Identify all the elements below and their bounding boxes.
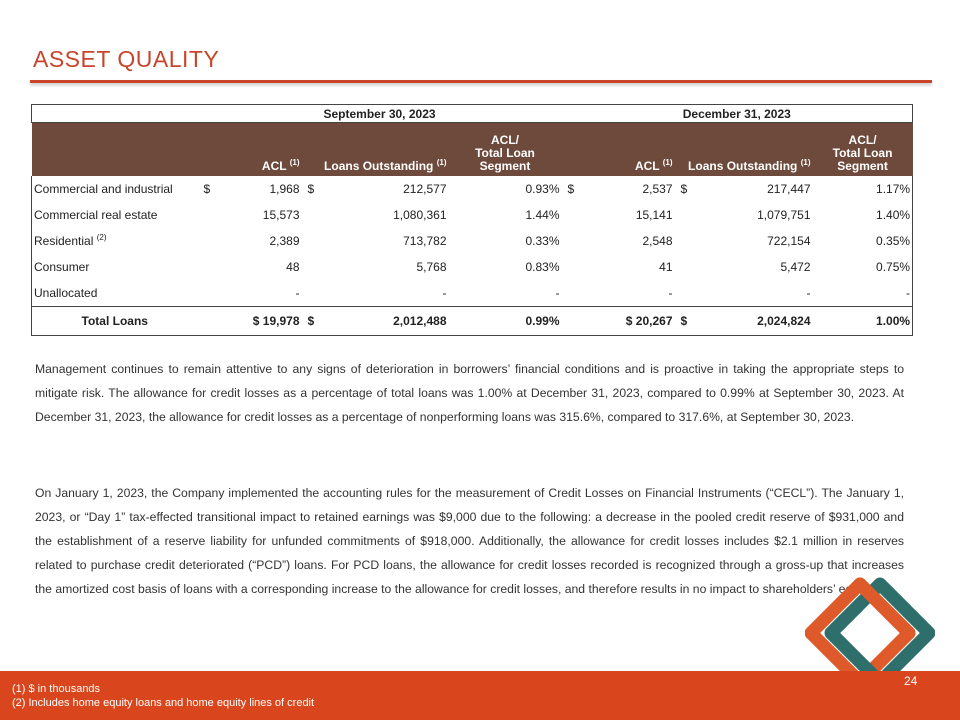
cell-pct-sep: 0.83% bbox=[525, 260, 560, 274]
dollar-sign: $ bbox=[567, 182, 575, 196]
cell-acl-sep: 2,389 bbox=[269, 234, 300, 248]
row-label-text: Commercial and industrial bbox=[34, 182, 173, 196]
total-acl-dec: $ 20,267 bbox=[562, 307, 675, 336]
period-corner bbox=[32, 105, 198, 123]
period-label-dec: December 31, 2023 bbox=[562, 105, 913, 123]
cell-loans-dec: 5,472 bbox=[780, 260, 811, 274]
header-loans-text: Loans Outstanding bbox=[324, 159, 434, 173]
cell-value: 2,537 bbox=[642, 182, 673, 196]
header-blank bbox=[32, 123, 198, 177]
cecl-paragraph: On January 1, 2023, the Company implemented the accounting rules for the measurement of Credit Losses on Financial Instruments (“CECL”). The January 1, 2023, or “Day 1” tax-effected transitional impact to retained earnings was $9,000 due to the following: a decrease in the pooled credit reserve of $931,000 and the establishment of a reserve liability for unfunded commitments of $918,000. Additionally, the allowance for credit losses includes $2.1 million in reserves related to purchase credit deteriorated (“PCD”) loans. For PCD loans, the allowance for credit losses recorded is recognized through a gross-up that increases the amortized cost basis of loans with a corresponding increase to the allowance for credit losses, and therefore results in no impact to shareholders’ equity. bbox=[35, 486, 904, 596]
footnote-ref: (1) bbox=[289, 158, 300, 167]
total-row bbox=[32, 307, 913, 336]
cell-loans-sep: 1,080,361 bbox=[393, 208, 447, 222]
cell-acl-sep: - bbox=[295, 286, 300, 300]
header-ratio-line1: ACL/ bbox=[491, 133, 519, 147]
row-label-text: Consumer bbox=[34, 260, 90, 274]
cell-loans-sep: - bbox=[442, 286, 447, 300]
cell-acl-dec bbox=[562, 176, 675, 202]
header-loans-dec bbox=[675, 123, 813, 177]
header-ratio-line2: Total Loan bbox=[475, 146, 535, 160]
cell-acl-sep: 48 bbox=[286, 260, 300, 274]
row-label bbox=[32, 228, 198, 254]
total-label: Total Loans bbox=[32, 307, 198, 336]
header-ratio-line3: Segment bbox=[479, 159, 531, 173]
table-row bbox=[32, 228, 913, 254]
row-label bbox=[32, 254, 198, 280]
cell-pct-dec: 1.40% bbox=[813, 202, 913, 228]
cell-pct-dec: 0.35% bbox=[813, 228, 913, 254]
cell-loans-dec: 1,079,751 bbox=[757, 208, 811, 222]
header-ratio-line1: ACL/ bbox=[848, 133, 877, 147]
table-row bbox=[32, 254, 913, 280]
dollar-sign: $ bbox=[307, 182, 315, 196]
dollar-sign: $ bbox=[680, 182, 688, 196]
header-ratio-line2: Total Loan bbox=[832, 146, 893, 160]
row-label bbox=[32, 202, 198, 228]
cell-pct-sep: 1.44% bbox=[525, 208, 560, 222]
cell-acl-sep bbox=[198, 176, 302, 202]
table-row bbox=[32, 280, 913, 307]
cell-pct-sep: 0.33% bbox=[525, 234, 560, 248]
cell-acl-dec: - bbox=[668, 286, 673, 300]
cell-pct-dec: 1.17% bbox=[813, 176, 913, 202]
header-ratio-dec bbox=[813, 123, 913, 177]
cell-pct-sep: 0.93% bbox=[525, 182, 560, 196]
table-row bbox=[32, 176, 913, 202]
footnote-1: (1) $ in thousands bbox=[12, 683, 101, 695]
footnote-ref: (1) bbox=[800, 158, 811, 167]
page-number: 24 bbox=[904, 674, 918, 688]
cell-loans-sep bbox=[302, 176, 449, 202]
dollar-sign: $ bbox=[680, 314, 688, 328]
cell-loans-sep: 713,782 bbox=[403, 234, 447, 248]
header-loans-sep bbox=[302, 123, 449, 177]
cell-loans-sep: 5,768 bbox=[416, 260, 447, 274]
table-row bbox=[32, 202, 913, 228]
header-acl-text: ACL bbox=[634, 159, 660, 173]
total-pct-dec: 1.00% bbox=[813, 307, 913, 336]
header-loans-text: Loans Outstanding bbox=[688, 159, 798, 173]
commentary-paragraph: Management continues to remain attentive to any signs of deterioration in borrowers’ financial conditions and is proactive in taking the appropriate steps to mitigate risk. The allowance for credit losses as a percentage of total loans was 1.00% at December 31, 2023, compared to 0.99% at September 30, 2023. At December 31, 2023, the allowance for credit losses as a percentage of nonperforming loans was 315.6%, compared to 317.6%, at September 30, 2023. bbox=[35, 362, 904, 424]
header-acl-sep bbox=[198, 123, 302, 177]
cell-pct-dec: - bbox=[813, 280, 913, 307]
row-label bbox=[32, 280, 198, 307]
cell-value: 1,968 bbox=[269, 182, 300, 196]
period-label-sep: September 30, 2023 bbox=[198, 105, 562, 123]
cell-acl-dec: 41 bbox=[659, 260, 673, 274]
footnote-2: (2) Includes home equity loans and home equity lines of credit bbox=[12, 697, 315, 709]
column-header-row bbox=[32, 123, 913, 177]
total-acl-sep: $ 19,978 bbox=[198, 307, 302, 336]
header-ratio-line3: Segment bbox=[837, 159, 888, 173]
cell-value: 2,012,488 bbox=[393, 314, 447, 328]
cell-value: 2,024,824 bbox=[757, 314, 811, 328]
row-label-text: Unallocated bbox=[34, 286, 98, 300]
header-ratio-sep bbox=[449, 123, 562, 177]
footnote-ref: (2) bbox=[96, 233, 107, 242]
row-label-text: Residential bbox=[34, 234, 94, 248]
row-label-text: Commercial real estate bbox=[34, 208, 158, 222]
footnote-ref: (1) bbox=[436, 158, 447, 167]
cell-acl-dec: 2,548 bbox=[642, 234, 673, 248]
cell-pct-dec: 0.75% bbox=[813, 254, 913, 280]
cell-loans-dec: 722,154 bbox=[767, 234, 811, 248]
cell-value: 212,577 bbox=[403, 182, 447, 196]
period-header-row bbox=[32, 105, 913, 123]
asset-quality-table bbox=[31, 104, 913, 336]
total-pct-sep: 0.99% bbox=[449, 307, 562, 336]
total-loans-dec bbox=[675, 307, 813, 336]
cell-acl-dec: 15,141 bbox=[635, 208, 673, 222]
header-acl-text: ACL bbox=[261, 159, 287, 173]
dollar-sign: $ bbox=[203, 182, 211, 196]
dollar-sign: $ bbox=[307, 314, 315, 328]
cell-loans-dec bbox=[675, 176, 813, 202]
row-label bbox=[32, 176, 198, 202]
cell-loans-dec: - bbox=[806, 286, 811, 300]
total-loans-sep bbox=[302, 307, 449, 336]
cell-value: 217,447 bbox=[767, 182, 811, 196]
cell-acl-sep: 15,573 bbox=[262, 208, 300, 222]
cell-pct-sep: - bbox=[555, 286, 560, 300]
header-acl-dec bbox=[562, 123, 675, 177]
page-title: ASSET QUALITY bbox=[33, 46, 220, 72]
footnotes bbox=[12, 682, 314, 710]
title-underline bbox=[30, 80, 932, 83]
footnote-ref: (1) bbox=[662, 158, 673, 167]
